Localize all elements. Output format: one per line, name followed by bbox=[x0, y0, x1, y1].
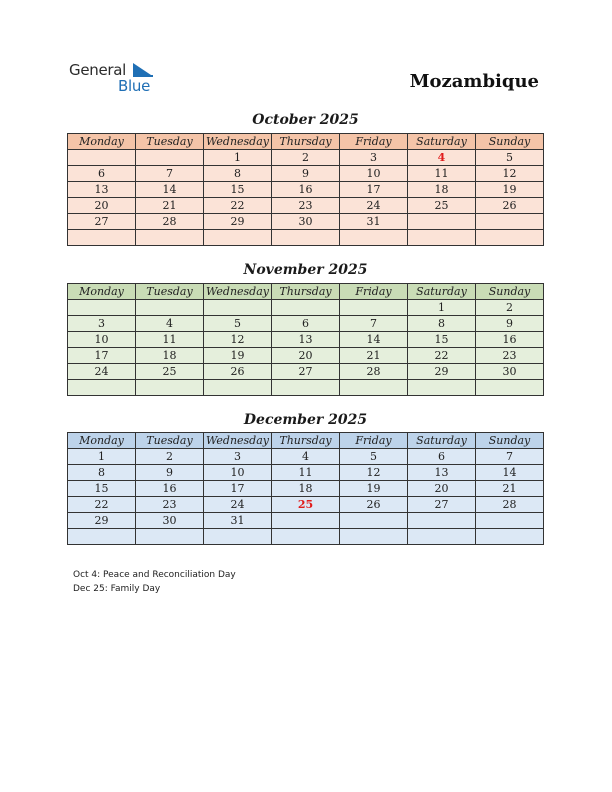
day-cell: 28 bbox=[476, 497, 544, 513]
weekday-header-row bbox=[68, 284, 544, 300]
day-cell bbox=[476, 214, 544, 230]
day-cell bbox=[204, 300, 272, 316]
week-row bbox=[68, 150, 544, 166]
day-cell: 29 bbox=[408, 364, 476, 380]
day-cell bbox=[408, 380, 476, 396]
week-row bbox=[68, 198, 544, 214]
day-cell: 1 bbox=[408, 300, 476, 316]
day-cell: 2 bbox=[476, 300, 544, 316]
day-cell bbox=[408, 214, 476, 230]
day-cell: 28 bbox=[340, 364, 408, 380]
week-row bbox=[68, 166, 544, 182]
day-cell: 15 bbox=[204, 182, 272, 198]
day-cell: 20 bbox=[408, 481, 476, 497]
generalblue-logo bbox=[69, 61, 159, 95]
weekday-header-row bbox=[68, 134, 544, 150]
day-cell: 28 bbox=[136, 214, 204, 230]
day-cell bbox=[272, 300, 340, 316]
day-cell: 13 bbox=[272, 332, 340, 348]
weekday-header: Tuesday bbox=[136, 284, 204, 300]
weekday-header: Saturday bbox=[408, 134, 476, 150]
day-cell: 30 bbox=[136, 513, 204, 529]
day-cell bbox=[476, 230, 544, 246]
day-cell: 25 bbox=[136, 364, 204, 380]
day-cell: 22 bbox=[408, 348, 476, 364]
calendar-november bbox=[67, 283, 544, 396]
week-row bbox=[68, 380, 544, 396]
day-cell bbox=[476, 513, 544, 529]
day-cell: 19 bbox=[476, 182, 544, 198]
day-cell bbox=[204, 529, 272, 545]
day-cell: 12 bbox=[476, 166, 544, 182]
day-cell: 24 bbox=[68, 364, 136, 380]
day-cell: 14 bbox=[136, 182, 204, 198]
day-cell: 24 bbox=[340, 198, 408, 214]
day-cell: 3 bbox=[68, 316, 136, 332]
week-row bbox=[68, 364, 544, 380]
day-cell: 2 bbox=[136, 449, 204, 465]
day-cell bbox=[68, 230, 136, 246]
day-cell: 26 bbox=[476, 198, 544, 214]
day-cell: 18 bbox=[136, 348, 204, 364]
holiday-note: Dec 25: Family Day bbox=[73, 584, 161, 594]
day-cell: 9 bbox=[272, 166, 340, 182]
day-cell: 21 bbox=[476, 481, 544, 497]
day-cell: 6 bbox=[272, 316, 340, 332]
day-cell bbox=[68, 380, 136, 396]
day-cell bbox=[340, 300, 408, 316]
day-cell: 10 bbox=[204, 465, 272, 481]
day-cell bbox=[272, 230, 340, 246]
logo-flag-icon bbox=[133, 63, 153, 77]
day-cell: 7 bbox=[476, 449, 544, 465]
day-cell: 21 bbox=[340, 348, 408, 364]
day-cell: 21 bbox=[136, 198, 204, 214]
day-cell bbox=[340, 529, 408, 545]
day-cell: 5 bbox=[204, 316, 272, 332]
day-cell bbox=[136, 529, 204, 545]
weekday-header: Saturday bbox=[408, 433, 476, 449]
day-cell bbox=[408, 513, 476, 529]
weekday-header: Thursday bbox=[272, 284, 340, 300]
logo-text-blue: Blue bbox=[118, 77, 150, 95]
day-cell: 5 bbox=[340, 449, 408, 465]
day-cell: 30 bbox=[476, 364, 544, 380]
weekday-header: Friday bbox=[340, 284, 408, 300]
day-cell: 2 bbox=[272, 150, 340, 166]
day-cell: 1 bbox=[68, 449, 136, 465]
weekday-header: Monday bbox=[68, 284, 136, 300]
week-row bbox=[68, 300, 544, 316]
day-cell bbox=[272, 529, 340, 545]
day-cell: 4 bbox=[136, 316, 204, 332]
day-cell: 29 bbox=[68, 513, 136, 529]
day-cell: 8 bbox=[68, 465, 136, 481]
day-cell: 10 bbox=[68, 332, 136, 348]
week-row bbox=[68, 513, 544, 529]
day-cell: 27 bbox=[408, 497, 476, 513]
day-cell: 23 bbox=[136, 497, 204, 513]
weekday-header: Monday bbox=[68, 433, 136, 449]
weekday-header: Wednesday bbox=[204, 284, 272, 300]
day-cell: 16 bbox=[272, 182, 340, 198]
day-cell: 10 bbox=[340, 166, 408, 182]
day-cell: 11 bbox=[272, 465, 340, 481]
weekday-header: Sunday bbox=[476, 284, 544, 300]
month-title-november: November 2025 bbox=[243, 262, 368, 278]
day-cell: 31 bbox=[340, 214, 408, 230]
weekday-header: Thursday bbox=[272, 134, 340, 150]
day-cell bbox=[476, 380, 544, 396]
week-row bbox=[68, 529, 544, 545]
weekday-header: Tuesday bbox=[136, 433, 204, 449]
day-cell: 12 bbox=[204, 332, 272, 348]
day-cell bbox=[408, 230, 476, 246]
weekday-header: Wednesday bbox=[204, 433, 272, 449]
weekday-header: Friday bbox=[340, 134, 408, 150]
weekday-header: Thursday bbox=[272, 433, 340, 449]
day-cell bbox=[68, 529, 136, 545]
month-title-december: December 2025 bbox=[243, 412, 368, 428]
weekday-header-row bbox=[68, 433, 544, 449]
day-cell: 18 bbox=[272, 481, 340, 497]
day-cell: 20 bbox=[272, 348, 340, 364]
day-cell: 15 bbox=[408, 332, 476, 348]
day-cell: 26 bbox=[340, 497, 408, 513]
day-cell: 23 bbox=[272, 198, 340, 214]
day-cell: 23 bbox=[476, 348, 544, 364]
day-cell: 13 bbox=[68, 182, 136, 198]
day-cell bbox=[408, 529, 476, 545]
day-cell: 26 bbox=[204, 364, 272, 380]
day-cell: 12 bbox=[340, 465, 408, 481]
calendar-december bbox=[67, 432, 544, 545]
day-cell: 7 bbox=[340, 316, 408, 332]
day-cell bbox=[68, 300, 136, 316]
weekday-header: Sunday bbox=[476, 134, 544, 150]
day-cell: 3 bbox=[340, 150, 408, 166]
day-cell: 19 bbox=[204, 348, 272, 364]
week-row bbox=[68, 449, 544, 465]
week-row bbox=[68, 332, 544, 348]
week-row bbox=[68, 230, 544, 246]
day-cell: 27 bbox=[272, 364, 340, 380]
day-cell bbox=[340, 380, 408, 396]
day-cell: 16 bbox=[136, 481, 204, 497]
day-cell: 17 bbox=[340, 182, 408, 198]
weekday-header: Friday bbox=[340, 433, 408, 449]
day-cell: 14 bbox=[476, 465, 544, 481]
day-cell: 7 bbox=[136, 166, 204, 182]
day-cell: 4 bbox=[272, 449, 340, 465]
holiday-day-cell: 25 bbox=[272, 497, 340, 513]
calendar-october bbox=[67, 133, 544, 246]
week-row bbox=[68, 465, 544, 481]
day-cell bbox=[68, 150, 136, 166]
day-cell: 5 bbox=[476, 150, 544, 166]
week-row bbox=[68, 182, 544, 198]
holiday-note: Oct 4: Peace and Reconciliation Day bbox=[73, 570, 236, 580]
month-title-october: October 2025 bbox=[252, 112, 359, 128]
day-cell: 16 bbox=[476, 332, 544, 348]
week-row bbox=[68, 348, 544, 364]
day-cell: 15 bbox=[68, 481, 136, 497]
week-row bbox=[68, 316, 544, 332]
weekday-header: Sunday bbox=[476, 433, 544, 449]
day-cell bbox=[476, 529, 544, 545]
week-row bbox=[68, 214, 544, 230]
day-cell: 25 bbox=[408, 198, 476, 214]
day-cell bbox=[136, 150, 204, 166]
logo-text-general: General bbox=[69, 61, 127, 79]
day-cell: 11 bbox=[408, 166, 476, 182]
day-cell bbox=[136, 230, 204, 246]
day-cell: 8 bbox=[408, 316, 476, 332]
weekday-header: Tuesday bbox=[136, 134, 204, 150]
day-cell: 1 bbox=[204, 150, 272, 166]
day-cell: 6 bbox=[408, 449, 476, 465]
holiday-day-cell: 4 bbox=[408, 150, 476, 166]
day-cell: 19 bbox=[340, 481, 408, 497]
weekday-header: Saturday bbox=[408, 284, 476, 300]
day-cell: 27 bbox=[68, 214, 136, 230]
day-cell: 11 bbox=[136, 332, 204, 348]
day-cell: 17 bbox=[204, 481, 272, 497]
week-row bbox=[68, 497, 544, 513]
day-cell: 14 bbox=[340, 332, 408, 348]
week-row bbox=[68, 481, 544, 497]
day-cell bbox=[272, 513, 340, 529]
country-title: Mozambique bbox=[409, 71, 539, 92]
day-cell: 29 bbox=[204, 214, 272, 230]
weekday-header: Wednesday bbox=[204, 134, 272, 150]
day-cell: 6 bbox=[68, 166, 136, 182]
day-cell: 22 bbox=[68, 497, 136, 513]
day-cell: 8 bbox=[204, 166, 272, 182]
day-cell: 3 bbox=[204, 449, 272, 465]
day-cell: 18 bbox=[408, 182, 476, 198]
day-cell: 20 bbox=[68, 198, 136, 214]
weekday-header: Monday bbox=[68, 134, 136, 150]
day-cell bbox=[136, 380, 204, 396]
day-cell bbox=[272, 380, 340, 396]
day-cell: 17 bbox=[68, 348, 136, 364]
day-cell bbox=[340, 513, 408, 529]
day-cell: 9 bbox=[136, 465, 204, 481]
day-cell: 31 bbox=[204, 513, 272, 529]
day-cell: 9 bbox=[476, 316, 544, 332]
holiday-notes bbox=[73, 568, 236, 596]
day-cell: 22 bbox=[204, 198, 272, 214]
day-cell bbox=[204, 230, 272, 246]
day-cell: 24 bbox=[204, 497, 272, 513]
day-cell bbox=[204, 380, 272, 396]
day-cell bbox=[340, 230, 408, 246]
day-cell: 30 bbox=[272, 214, 340, 230]
day-cell: 13 bbox=[408, 465, 476, 481]
day-cell bbox=[136, 300, 204, 316]
